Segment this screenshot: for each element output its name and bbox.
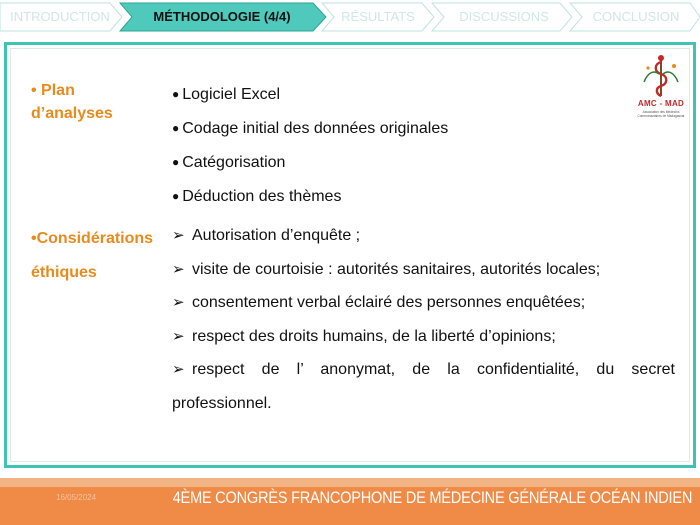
list-item [172, 226, 360, 245]
ethics-item-text: visite de courtoisie : autorités sanitaires, autorités locales; [192, 261, 601, 278]
nav-item-introduction[interactable]: INTRODUCTION [10, 9, 110, 24]
list-item [172, 86, 280, 104]
logo-name: AMC - MAD [637, 99, 685, 108]
ethics-item-text: Autorisation d’enquête ; [192, 227, 361, 244]
nav-item-discussions[interactable]: DISCUSSIONS [459, 9, 549, 24]
ethics-label-line1: •Considérations [31, 230, 154, 247]
ethics-item-text: respect de l’ anonymat, de la confidentialité, du secret professionnel. [172, 361, 675, 412]
nav-item-resultats[interactable]: RÉSULTATS [341, 9, 415, 24]
ethics-item-text: respect des droits humains, de la liberté d’opinions; [192, 328, 556, 345]
footer-congress-title: 4ÈME CONGRÈS FRANCOPHONE DE MÉDECINE GÉNÉRALE OCÉAN INDIEN [172, 488, 692, 507]
ethics-label-line2: éthiques [31, 264, 97, 281]
list-item [172, 188, 341, 206]
bullet-dot-icon: ● [172, 121, 180, 135]
section-nav [0, 0, 700, 34]
ethics-item-text: consentement verbal éclairé des personnes enquêtées; [192, 294, 586, 311]
arrow-bullet-icon: ➢ [172, 294, 185, 311]
nav-item-conclusion[interactable]: CONCLUSION [592, 9, 680, 24]
plan-analyses-label [31, 79, 113, 125]
footer-date: 16/05/2024 [56, 493, 97, 502]
amc-mad-logo [632, 52, 690, 124]
arrow-bullet-icon: ➢ [172, 261, 185, 278]
footer-banner [0, 478, 700, 525]
arrow-bullet-icon: ➢ [172, 328, 185, 345]
plan-bullet-text: Déduction des thèmes [182, 188, 342, 205]
ethics-label [31, 227, 181, 284]
caduceus-icon [632, 52, 690, 100]
list-item [172, 120, 448, 138]
list-item [172, 154, 285, 172]
list-item [172, 260, 600, 279]
plan-bullet-text: Logiciel Excel [182, 86, 281, 103]
bullet-dot-icon: ● [172, 155, 180, 169]
plan-bullet-text: Catégorisation [182, 154, 286, 171]
nav-item-methodologie[interactable]: MÉTHODOLOGIE (4/4) [153, 9, 291, 24]
plan-bullet-text: Codage initial des données originales [182, 120, 449, 137]
list-item [172, 327, 556, 346]
bullet-dot-icon: ● [172, 87, 180, 101]
footer-stripe [0, 478, 700, 487]
plan-label-line1: • Plan [31, 82, 75, 99]
bullet-dot-icon: ● [172, 189, 180, 203]
arrow-bullet-icon: ➢ [172, 361, 185, 378]
plan-label-line2: d’analyses [31, 105, 113, 122]
list-item [172, 293, 585, 312]
arrow-bullet-icon: ➢ [172, 227, 185, 244]
ethics-item-last [172, 353, 675, 421]
logo-subtitle: Association des Médecins Communautaires de Madagascar [637, 110, 685, 118]
